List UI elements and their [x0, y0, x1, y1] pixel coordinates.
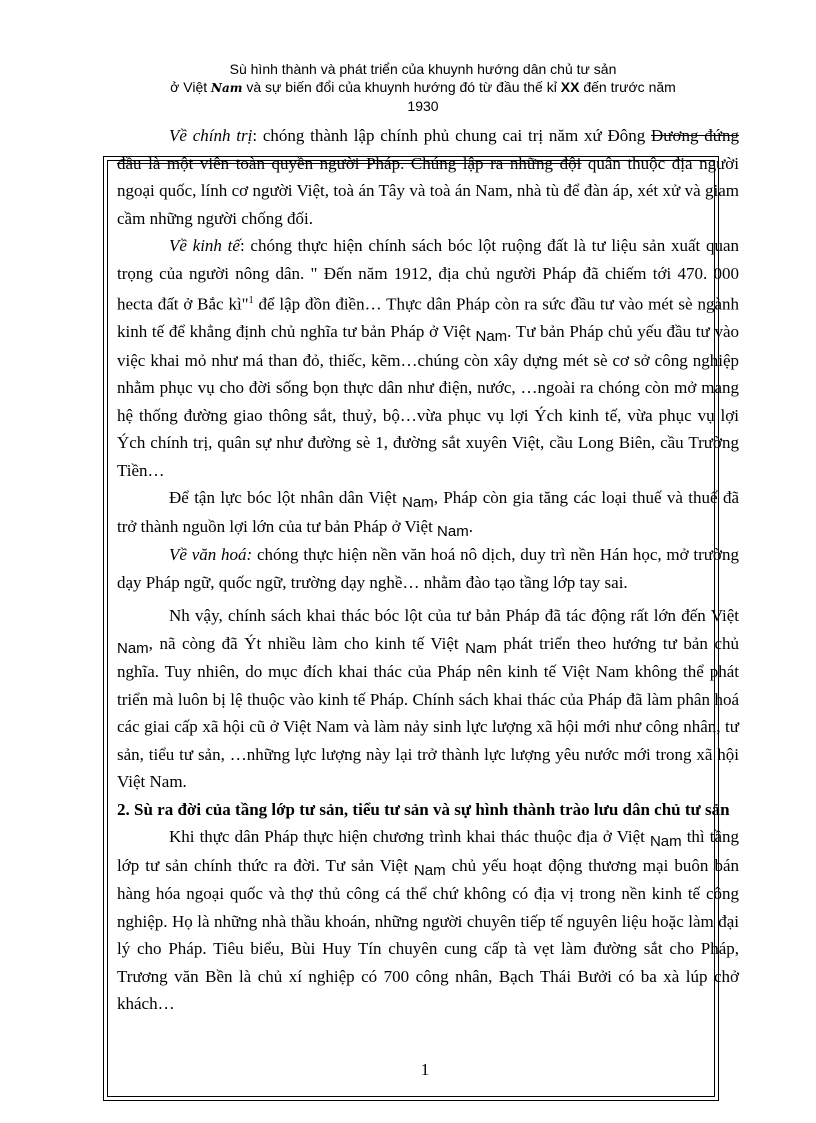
header-line-3: 1930: [407, 98, 439, 114]
header-line-1: Sù hình thành và phát triển của khuynh hướng dân chủ tư sản: [229, 61, 617, 77]
paragraph-text: thì tầng lớp tư sản chính thức ra đời. Tư sản Việt: [117, 827, 740, 875]
strikethrough-text: Dương đứng đầu là một viên toàn quyền người Pháp. Chúng lập ra những đội: [117, 126, 739, 173]
paragraph-text: : chóng thực hiện chính sách bóc lột ruộng đất là tư liệu sản xuất quan trọng của người nông dân. " Đến năm 1912, địa chủ người Pháp đã chiếm tới 470. 000 hecta đất ở Bắc kì": [117, 236, 740, 314]
paragraph-text: . Tư bản Pháp chủ yếu đầu tư vào việc khai mỏ như má than đỏ, thiếc, kẽm…chúng còn xây dựng mét sè cơ sở công nghiệp nhằm phục vụ cho đời sống bọn thực dân như điện, nước, …ngoài ra chóng còn mở mang hệ thống đường giao thông sắt, thuỷ, bộ…vừa phục vụ lợi Ých kinh tế, vừa phục vụ lợi Ých chính trị, quân sự như đường sè 1, đường sắt xuyên Việt, cầu Long Biên, cầu Trường Tiền…: [117, 322, 739, 480]
header-nam-word: Nam: [211, 81, 243, 95]
paragraph-text: Để tận lực bóc lột nhân dân Việt: [169, 488, 403, 508]
paragraph-text: để lập đồn điền… Thực dân Pháp còn ra sức đầu tư vào mét sè ngành kinh tế để khẳng định chủ nghĩa tư bản Pháp ở Việt: [117, 294, 739, 342]
paragraph-text: , nã còng đã Ýt nhiều làm cho kinh tế Việt: [148, 633, 466, 653]
section-heading-2: 2. Sù ra đời của tầng lớp tư sản, tiểu tư sản và sự hình thành trào lưu dân chủ tư sản: [117, 799, 730, 819]
paragraph-economy: [117, 232, 739, 484]
politics-label: Về chính trị: [169, 126, 253, 145]
header-text: ở Việt: [170, 79, 212, 95]
header-text: đến trước năm: [579, 79, 676, 95]
paragraph-politics: [117, 122, 739, 232]
nam-word: Nam: [117, 639, 149, 657]
paragraph-text: chóng thực hiện nền văn hoá nô dịch, duy trì nền Hán học, mở trường dạy Pháp ngữ, quốc ngữ, trường dạy nghề… nhằm đào tạo tầng lớp tay sai.: [117, 545, 740, 592]
paragraph-text: , Pháp còn gia tăng các loại thuế và thuế đã trở thành nguồn lợi lớn của tư bản Pháp ở Việt: [117, 488, 739, 536]
paragraph-text: .: [468, 516, 473, 536]
economy-label: Về kinh tế: [169, 236, 240, 255]
paragraph-text: Khi thực dân Pháp thực hiện chương trình khai thác thuộc địa ở Việt: [169, 827, 650, 847]
nam-word: Nam: [402, 494, 434, 512]
paragraph-culture: [117, 541, 739, 596]
nam-word: Nam: [475, 328, 508, 346]
running-header: [120, 60, 726, 115]
footnote-marker: 1: [248, 295, 254, 306]
paragraph-text: vậy, chính sách khai thác bóc lột của tư bản Pháp đã tác động rất lớn đến Việt: [189, 606, 739, 626]
paragraph-text: quân thuộc địa người ngoại quốc, lính cơ người Việt, toà án Tây và toà án Nam, nhà tù để đàn áp, xét xử và giam cầm những người chống đối.: [117, 153, 739, 228]
paragraph-summary: [117, 602, 739, 796]
paragraph-text: : chóng thành lập chính phủ chung cai trị năm xứ Đông: [252, 126, 652, 145]
page-number: 1: [420, 1060, 430, 1079]
paragraph-bourgeoisie: [117, 823, 739, 1018]
nam-word: Nam: [649, 833, 682, 851]
paragraph-taxes: [117, 484, 739, 541]
nam-word: Nam: [437, 522, 469, 540]
paragraph-text: Nh: [169, 606, 190, 626]
paragraph-text: phát triển theo hướng tư bản chủ nghĩa. Tuy nhiên, do mục đích khai thác của Pháp nên kinh tế Việt Nam không thể phát triển mà luôn bị lệ thuộc vào kinh tế Pháp. Chính sách khai thác của Pháp đã làm phân hoá các giai cấp xã hội cũ ở Việt Nam và làm nảy sinh lực lượng xã hội mới như công nhân, tư sản, tiểu tư sản, …những lực lượng này lại trở thành lực lượng yêu nước mới trong xã hội Việt Nam.: [117, 633, 740, 792]
header-text: và sự biến đổi của khuynh hướng đó từ đầu thế kỉ: [242, 79, 561, 95]
header-line-2: [120, 78, 726, 97]
nam-word: Nam: [465, 639, 497, 657]
paragraph-text: chủ yếu hoạt động thương mại buôn bán hàng hóa ngoại quốc và thợ thủ công cá thể chứ không có địa vị trong nền kinh tế công nghiệp. Họ là những nhà thầu khoán, những người chuyên tiếp tế nguyên liệu hoặc làm đại lý cho Pháp. Tiêu biểu, Bùi Huy Tín chuyên cung cấp tà vẹt làm đường sắt cho Pháp, Trương văn Bền là chủ xí nghiệp có 700 công nhân, Bạch Thái Bưởi có ba xà lúp chở khách…: [117, 855, 739, 1014]
culture-label: Về văn hoá:: [169, 545, 253, 565]
nam-word: Nam: [413, 861, 446, 879]
document-body: [117, 122, 739, 1018]
header-xx: XX: [560, 79, 580, 95]
